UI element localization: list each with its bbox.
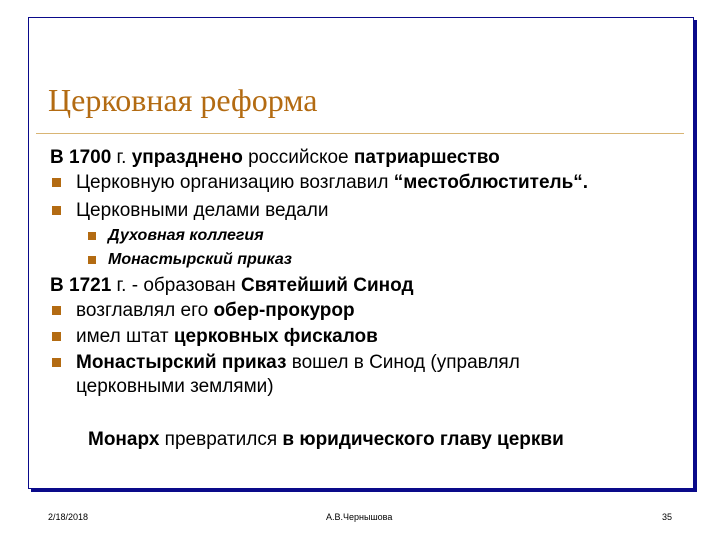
footer-author: А.В.Чернышова [326,512,393,522]
square-bullet-icon [88,256,96,264]
bullet-item-2: Церковными делами ведали [76,200,329,221]
p2-prefix: В [50,275,69,296]
p2-bold: Святейший Синод [241,275,414,296]
sub-item-1: Духовная коллегия [108,227,264,244]
p1-verb: упразднено [131,147,243,168]
b4-bold: церковных фискалов [173,326,378,347]
conclusion-text: превратился [159,429,283,450]
square-bullet-icon [52,306,61,315]
slide-title: Церковная реформа [48,82,318,118]
b5-bold: Монастырский приказ [76,352,287,373]
square-bullet-icon [52,332,61,341]
conclusion-line [88,428,564,452]
b1-text: Церковную организацию возглавил [76,172,394,193]
p2-mid: г. - образован [111,275,241,296]
paragraph-1700 [50,146,500,170]
p1-mid: г. [111,147,132,168]
p1-prefix: В [50,147,69,168]
bullet-item-5 [76,351,520,375]
footer-date: 2/18/2018 [48,512,89,522]
sub-item-2: Монастырский приказ [108,251,292,268]
bullet-item-5-continuation: церковными землями) [76,376,274,397]
b3-bold: обер-прокурор [213,300,355,321]
square-bullet-icon [88,232,96,240]
conclusion-bold-2: в юридического главу церкви [282,429,564,450]
footer-page-number: 35 [662,512,673,522]
b3-text: возглавлял его [76,300,214,321]
bullet-item-3 [76,299,355,323]
paragraph-1721 [50,274,414,298]
p1-rest: российское [242,147,354,168]
b4-text: имел штат [76,326,174,347]
p1-year: 1700 [69,147,112,168]
conclusion-bold-1: Монарх [88,429,160,450]
bullet-item-1 [76,171,588,195]
p1-bold-end: патриаршество [353,147,500,168]
title-divider [36,133,684,134]
square-bullet-icon [52,358,61,367]
square-bullet-icon [52,206,61,215]
square-bullet-icon [52,178,61,187]
bullet-item-4 [76,325,378,349]
p2-year: 1721 [69,275,112,296]
b1-bold: “местоблюститель“. [393,172,589,193]
b5-text: вошел в Синод (управлял [286,352,520,373]
